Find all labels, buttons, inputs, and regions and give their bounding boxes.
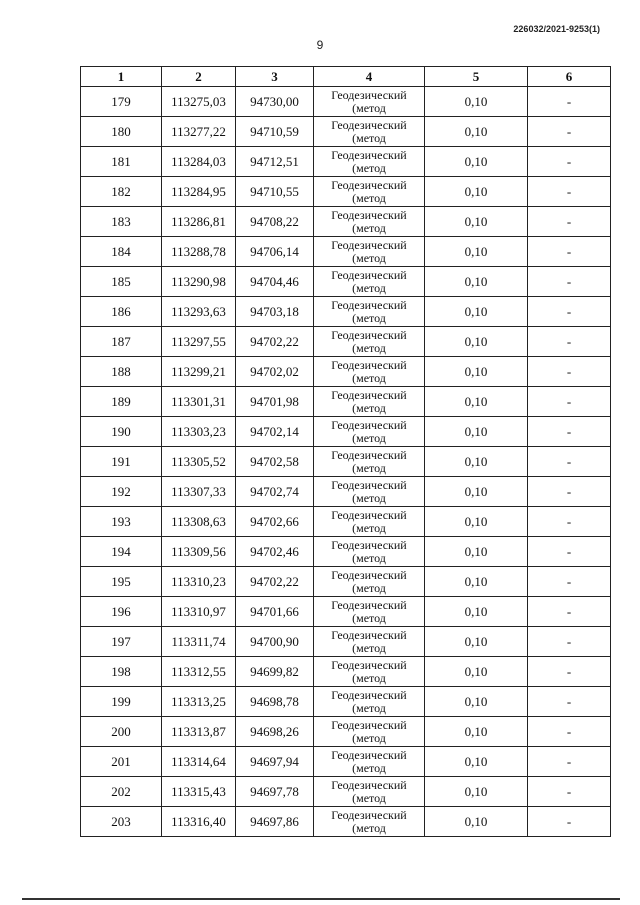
table-row — [81, 507, 611, 537]
table-row — [81, 687, 611, 717]
table-row — [81, 357, 611, 387]
y-coordinate-cell: 94702,46 — [236, 537, 314, 567]
table-row — [81, 417, 611, 447]
table-row — [81, 327, 611, 357]
y-coordinate-cell: 94730,00 — [236, 87, 314, 117]
x-coordinate-cell: 113312,55 — [162, 657, 236, 687]
accuracy-cell: 0,10 — [425, 687, 528, 717]
method-cell — [314, 117, 425, 147]
table-body — [81, 87, 611, 837]
accuracy-cell: 0,10 — [425, 507, 528, 537]
accuracy-cell: 0,10 — [425, 177, 528, 207]
method-line-2: (метод — [352, 760, 386, 775]
method-line-2: (метод — [352, 640, 386, 655]
method-line-2: (метод — [352, 310, 386, 325]
method-line-1: Геодезический — [331, 177, 407, 192]
x-coordinate-cell: 113315,43 — [162, 777, 236, 807]
method-cell — [314, 87, 425, 117]
point-number-cell: 200 — [81, 717, 162, 747]
point-number-cell: 186 — [81, 297, 162, 327]
accuracy-cell: 0,10 — [425, 717, 528, 747]
header-cell-1: 1 — [81, 67, 162, 87]
document-code: 226032/2021-9253(1) — [513, 24, 600, 34]
note-cell: - — [528, 417, 611, 447]
x-coordinate-cell: 113286,81 — [162, 207, 236, 237]
method-line-1: Геодезический — [331, 237, 407, 252]
note-cell: - — [528, 447, 611, 477]
y-coordinate-cell: 94708,22 — [236, 207, 314, 237]
y-coordinate-cell: 94699,82 — [236, 657, 314, 687]
x-coordinate-cell: 113305,52 — [162, 447, 236, 477]
note-cell: - — [528, 717, 611, 747]
method-line-2: (метод — [352, 490, 386, 505]
table-row — [81, 747, 611, 777]
accuracy-cell: 0,10 — [425, 207, 528, 237]
accuracy-cell: 0,10 — [425, 657, 528, 687]
method-line-1: Геодезический — [331, 537, 407, 552]
point-number-cell: 198 — [81, 657, 162, 687]
accuracy-cell: 0,10 — [425, 297, 528, 327]
table-row — [81, 147, 611, 177]
method-line-1: Геодезический — [331, 147, 407, 162]
x-coordinate-cell: 113290,98 — [162, 267, 236, 297]
table-row — [81, 267, 611, 297]
point-number-cell: 197 — [81, 627, 162, 657]
table-row — [81, 627, 611, 657]
method-line-2: (метод — [352, 730, 386, 745]
table-row — [81, 387, 611, 417]
method-cell — [314, 387, 425, 417]
y-coordinate-cell: 94702,58 — [236, 447, 314, 477]
method-line-2: (метод — [352, 250, 386, 265]
y-coordinate-cell: 94702,22 — [236, 327, 314, 357]
method-line-1: Геодезический — [331, 717, 407, 732]
method-cell — [314, 147, 425, 177]
point-number-cell: 194 — [81, 537, 162, 567]
accuracy-cell: 0,10 — [425, 537, 528, 567]
method-line-2: (метод — [352, 550, 386, 565]
note-cell: - — [528, 327, 611, 357]
note-cell: - — [528, 267, 611, 297]
method-line-1: Геодезический — [331, 327, 407, 342]
note-cell: - — [528, 147, 611, 177]
point-number-cell: 179 — [81, 87, 162, 117]
accuracy-cell: 0,10 — [425, 357, 528, 387]
x-coordinate-cell: 113284,03 — [162, 147, 236, 177]
point-number-cell: 185 — [81, 267, 162, 297]
x-coordinate-cell: 113310,97 — [162, 597, 236, 627]
method-cell — [314, 777, 425, 807]
point-number-cell: 202 — [81, 777, 162, 807]
method-line-2: (метод — [352, 520, 386, 535]
accuracy-cell: 0,10 — [425, 627, 528, 657]
x-coordinate-cell: 113288,78 — [162, 237, 236, 267]
method-line-2: (метод — [352, 430, 386, 445]
note-cell: - — [528, 567, 611, 597]
note-cell: - — [528, 117, 611, 147]
accuracy-cell: 0,10 — [425, 747, 528, 777]
method-cell — [314, 267, 425, 297]
x-coordinate-cell: 113313,87 — [162, 717, 236, 747]
y-coordinate-cell: 94702,02 — [236, 357, 314, 387]
y-coordinate-cell: 94701,66 — [236, 597, 314, 627]
method-line-2: (метод — [352, 400, 386, 415]
accuracy-cell: 0,10 — [425, 387, 528, 417]
point-number-cell: 181 — [81, 147, 162, 177]
table-row — [81, 807, 611, 837]
y-coordinate-cell: 94697,78 — [236, 777, 314, 807]
header-cell-6: 6 — [528, 67, 611, 87]
method-line-2: (метод — [352, 370, 386, 385]
accuracy-cell: 0,10 — [425, 567, 528, 597]
method-line-1: Геодезический — [331, 447, 407, 462]
table-row — [81, 237, 611, 267]
note-cell: - — [528, 507, 611, 537]
point-number-cell: 180 — [81, 117, 162, 147]
method-line-1: Геодезический — [331, 567, 407, 582]
point-number-cell: 203 — [81, 807, 162, 837]
method-line-1: Геодезический — [331, 507, 407, 522]
method-line-2: (метод — [352, 790, 386, 805]
point-number-cell: 199 — [81, 687, 162, 717]
method-cell — [314, 327, 425, 357]
page-number: 9 — [316, 38, 324, 52]
method-line-2: (метод — [352, 220, 386, 235]
method-cell — [314, 747, 425, 777]
method-line-1: Геодезический — [331, 687, 407, 702]
header-cell-5: 5 — [425, 67, 528, 87]
x-coordinate-cell: 113293,63 — [162, 297, 236, 327]
y-coordinate-cell: 94712,51 — [236, 147, 314, 177]
point-number-cell: 196 — [81, 597, 162, 627]
method-line-1: Геодезический — [331, 357, 407, 372]
note-cell: - — [528, 807, 611, 837]
point-number-cell: 183 — [81, 207, 162, 237]
point-number-cell: 195 — [81, 567, 162, 597]
method-line-1: Геодезический — [331, 267, 407, 282]
method-cell — [314, 597, 425, 627]
method-line-2: (метод — [352, 130, 386, 145]
method-line-1: Геодезический — [331, 597, 407, 612]
x-coordinate-cell: 113299,21 — [162, 357, 236, 387]
accuracy-cell: 0,10 — [425, 807, 528, 837]
method-cell — [314, 537, 425, 567]
method-cell — [314, 447, 425, 477]
method-cell — [314, 807, 425, 837]
method-line-2: (метод — [352, 610, 386, 625]
method-cell — [314, 567, 425, 597]
x-coordinate-cell: 113284,95 — [162, 177, 236, 207]
method-line-2: (метод — [352, 160, 386, 175]
note-cell: - — [528, 687, 611, 717]
method-line-1: Геодезический — [331, 627, 407, 642]
header-row — [81, 67, 611, 87]
accuracy-cell: 0,10 — [425, 267, 528, 297]
method-cell — [314, 207, 425, 237]
method-cell — [314, 627, 425, 657]
method-cell — [314, 357, 425, 387]
note-cell: - — [528, 297, 611, 327]
method-line-1: Геодезический — [331, 657, 407, 672]
table-row — [81, 207, 611, 237]
method-line-2: (метод — [352, 820, 386, 835]
y-coordinate-cell: 94710,55 — [236, 177, 314, 207]
method-line-2: (метод — [352, 340, 386, 355]
method-cell — [314, 477, 425, 507]
table-row — [81, 567, 611, 597]
method-line-1: Геодезический — [331, 387, 407, 402]
y-coordinate-cell: 94702,14 — [236, 417, 314, 447]
point-number-cell: 187 — [81, 327, 162, 357]
table-row — [81, 117, 611, 147]
point-number-cell: 188 — [81, 357, 162, 387]
accuracy-cell: 0,10 — [425, 237, 528, 267]
table-row — [81, 537, 611, 567]
coordinates-table — [80, 66, 611, 837]
y-coordinate-cell: 94700,90 — [236, 627, 314, 657]
method-cell — [314, 687, 425, 717]
table-header — [81, 67, 611, 87]
y-coordinate-cell: 94697,94 — [236, 747, 314, 777]
method-line-1: Геодезический — [331, 807, 407, 822]
method-line-1: Геодезический — [331, 117, 407, 132]
method-line-2: (метод — [352, 280, 386, 295]
method-line-1: Геодезический — [331, 747, 407, 762]
table-row — [81, 717, 611, 747]
x-coordinate-cell: 113311,74 — [162, 627, 236, 657]
x-coordinate-cell: 113309,56 — [162, 537, 236, 567]
method-line-2: (метод — [352, 700, 386, 715]
method-line-1: Геодезический — [331, 207, 407, 222]
method-cell — [314, 717, 425, 747]
x-coordinate-cell: 113303,23 — [162, 417, 236, 447]
y-coordinate-cell: 94702,22 — [236, 567, 314, 597]
x-coordinate-cell: 113314,64 — [162, 747, 236, 777]
method-line-2: (метод — [352, 190, 386, 205]
header-cell-2: 2 — [162, 67, 236, 87]
y-coordinate-cell: 94702,74 — [236, 477, 314, 507]
accuracy-cell: 0,10 — [425, 147, 528, 177]
method-line-2: (метод — [352, 100, 386, 115]
note-cell: - — [528, 777, 611, 807]
method-line-1: Геодезический — [331, 477, 407, 492]
y-coordinate-cell: 94706,14 — [236, 237, 314, 267]
accuracy-cell: 0,10 — [425, 87, 528, 117]
point-number-cell: 201 — [81, 747, 162, 777]
accuracy-cell: 0,10 — [425, 417, 528, 447]
header-cell-3: 3 — [236, 67, 314, 87]
table-row — [81, 177, 611, 207]
note-cell: - — [528, 207, 611, 237]
method-cell — [314, 237, 425, 267]
y-coordinate-cell: 94703,18 — [236, 297, 314, 327]
method-line-2: (метод — [352, 580, 386, 595]
method-cell — [314, 417, 425, 447]
point-number-cell: 184 — [81, 237, 162, 267]
accuracy-cell: 0,10 — [425, 117, 528, 147]
x-coordinate-cell: 113316,40 — [162, 807, 236, 837]
method-line-1: Геодезический — [331, 777, 407, 792]
method-cell — [314, 297, 425, 327]
y-coordinate-cell: 94697,86 — [236, 807, 314, 837]
method-line-2: (метод — [352, 460, 386, 475]
y-coordinate-cell: 94702,66 — [236, 507, 314, 537]
note-cell: - — [528, 357, 611, 387]
accuracy-cell: 0,10 — [425, 777, 528, 807]
y-coordinate-cell: 94701,98 — [236, 387, 314, 417]
x-coordinate-cell: 113275,03 — [162, 87, 236, 117]
point-number-cell: 182 — [81, 177, 162, 207]
method-line-2: (метод — [352, 670, 386, 685]
point-number-cell: 189 — [81, 387, 162, 417]
x-coordinate-cell: 113313,25 — [162, 687, 236, 717]
accuracy-cell: 0,10 — [425, 327, 528, 357]
table-row — [81, 597, 611, 627]
accuracy-cell: 0,10 — [425, 447, 528, 477]
point-number-cell: 191 — [81, 447, 162, 477]
y-coordinate-cell: 94698,26 — [236, 717, 314, 747]
method-line-1: Геодезический — [331, 87, 407, 102]
table-row — [81, 297, 611, 327]
x-coordinate-cell: 113310,23 — [162, 567, 236, 597]
method-line-1: Геодезический — [331, 297, 407, 312]
method-cell — [314, 177, 425, 207]
bottom-rule — [22, 898, 620, 900]
y-coordinate-cell: 94710,59 — [236, 117, 314, 147]
note-cell: - — [528, 537, 611, 567]
note-cell: - — [528, 177, 611, 207]
table-row — [81, 87, 611, 117]
note-cell: - — [528, 387, 611, 417]
method-cell — [314, 507, 425, 537]
x-coordinate-cell: 113297,55 — [162, 327, 236, 357]
point-number-cell: 193 — [81, 507, 162, 537]
table-row — [81, 657, 611, 687]
method-line-1: Геодезический — [331, 417, 407, 432]
note-cell: - — [528, 597, 611, 627]
method-cell — [314, 657, 425, 687]
accuracy-cell: 0,10 — [425, 477, 528, 507]
note-cell: - — [528, 657, 611, 687]
point-number-cell: 192 — [81, 477, 162, 507]
x-coordinate-cell: 113277,22 — [162, 117, 236, 147]
y-coordinate-cell: 94698,78 — [236, 687, 314, 717]
note-cell: - — [528, 627, 611, 657]
accuracy-cell: 0,10 — [425, 597, 528, 627]
note-cell: - — [528, 747, 611, 777]
x-coordinate-cell: 113308,63 — [162, 507, 236, 537]
x-coordinate-cell: 113307,33 — [162, 477, 236, 507]
point-number-cell: 190 — [81, 417, 162, 447]
table-row — [81, 447, 611, 477]
table-row — [81, 777, 611, 807]
header-cell-4: 4 — [314, 67, 425, 87]
y-coordinate-cell: 94704,46 — [236, 267, 314, 297]
note-cell: - — [528, 87, 611, 117]
note-cell: - — [528, 477, 611, 507]
table-row — [81, 477, 611, 507]
note-cell: - — [528, 237, 611, 267]
x-coordinate-cell: 113301,31 — [162, 387, 236, 417]
